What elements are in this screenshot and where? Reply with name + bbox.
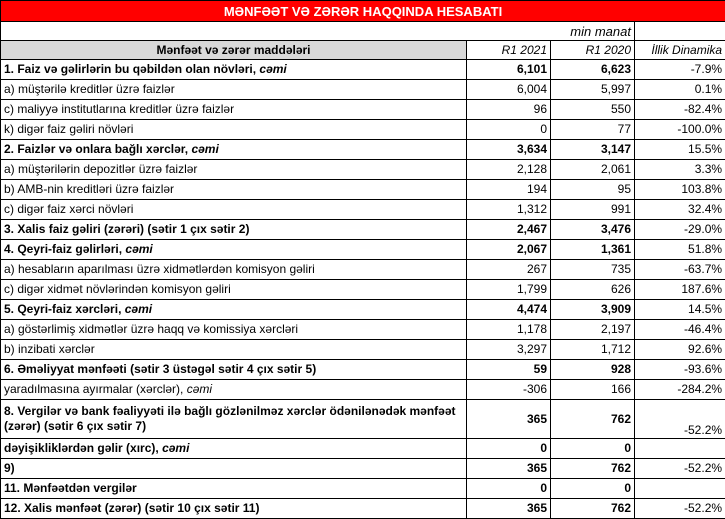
value-2021: 365 <box>467 459 551 479</box>
value-2021: 365 <box>467 400 551 439</box>
value-2020: 762 <box>551 400 635 439</box>
value-2020: 6,623 <box>551 60 635 80</box>
row-label-text: c) digər faiz xərci növləri <box>4 202 133 216</box>
row-label <box>1 439 467 459</box>
value-2020: 0 <box>551 479 635 499</box>
row-label <box>1 200 467 220</box>
row-label-text: 1. Faiz və gəlirlərin bu qəbildən olan növləri, <box>4 62 259 76</box>
value-2021: -306 <box>467 380 551 400</box>
table-row <box>1 260 725 280</box>
value-2020: 1,361 <box>551 240 635 260</box>
value-2021: 1,312 <box>467 200 551 220</box>
row-label <box>1 220 467 240</box>
row-label-text: a) müştərilə kreditlər üzrə faizlər <box>4 82 175 96</box>
header-col-2020: R1 2020 <box>551 41 635 60</box>
row-label <box>1 459 467 479</box>
table-row <box>1 280 725 300</box>
value-2020: 762 <box>551 459 635 479</box>
value-2021: 96 <box>467 100 551 120</box>
table-row <box>1 180 725 200</box>
value-2020: 550 <box>551 100 635 120</box>
value-dynamics: 103.8% <box>635 180 725 200</box>
row-label-text: c) maliyyə institutlarına kreditlər üzrə faizlər <box>4 102 234 116</box>
value-dynamics: -100.0% <box>635 120 725 140</box>
table-row <box>1 240 725 260</box>
value-2020: 2,061 <box>551 160 635 180</box>
row-label <box>1 180 467 200</box>
row-label-suffix: cəmi <box>187 382 212 396</box>
table-row <box>1 200 725 220</box>
value-dynamics: -52.2% <box>635 459 725 479</box>
header-col-dynamics: İllik Dinamika <box>635 41 725 60</box>
title-row <box>1 1 725 22</box>
value-2020: 77 <box>551 120 635 140</box>
value-dynamics: 0.1% <box>635 80 725 100</box>
table-row <box>1 439 725 459</box>
row-label <box>1 120 467 140</box>
row-label-text: 9) <box>4 461 15 475</box>
value-2021: 3,634 <box>467 140 551 160</box>
value-2021: 0 <box>467 120 551 140</box>
value-2021: 59 <box>467 360 551 380</box>
table-row <box>1 120 725 140</box>
row-label <box>1 60 467 80</box>
value-dynamics <box>635 439 725 459</box>
value-2020: 762 <box>551 499 635 519</box>
row-label <box>1 80 467 100</box>
value-2021: 2,067 <box>467 240 551 260</box>
value-dynamics: -46.4% <box>635 320 725 340</box>
value-dynamics: 187.6% <box>635 280 725 300</box>
header-col-2021: R1 2021 <box>467 41 551 60</box>
value-2021: 194 <box>467 180 551 200</box>
row-label <box>1 380 467 400</box>
table-row <box>1 60 725 80</box>
row-label <box>1 240 467 260</box>
value-2020: 3,147 <box>551 140 635 160</box>
value-2020: 735 <box>551 260 635 280</box>
row-label <box>1 140 467 160</box>
value-dynamics: -29.0% <box>635 220 725 240</box>
table-row <box>1 360 725 380</box>
row-label-text: a) göstərlimiş xidmətlər üzrə haqq və komissiya xərcləri <box>4 322 298 336</box>
value-dynamics: 15.5% <box>635 140 725 160</box>
value-dynamics: 32.4% <box>635 200 725 220</box>
value-2020: 2,197 <box>551 320 635 340</box>
value-2021: 1,178 <box>467 320 551 340</box>
table-row <box>1 140 725 160</box>
value-2020: 0 <box>551 439 635 459</box>
table-row <box>1 400 725 439</box>
value-dynamics: 14.5% <box>635 300 725 320</box>
value-2021: 2,128 <box>467 160 551 180</box>
table-row <box>1 100 725 120</box>
value-2021: 0 <box>467 479 551 499</box>
value-dynamics: -284.2% <box>635 380 725 400</box>
value-2020: 1,712 <box>551 340 635 360</box>
row-label-suffix: cəmi <box>125 242 152 256</box>
row-label-suffix: cəmi <box>162 441 189 455</box>
row-label-text: 8. Vergilər və bank fəaliyyəti ilə bağlı gözlənilməz xərclər ödənilənədək mənfəət (zərər) (sətir 6 çıx sətir 7) <box>4 404 456 433</box>
row-label <box>1 320 467 340</box>
row-label <box>1 360 467 380</box>
value-dynamics: -82.4% <box>635 100 725 120</box>
row-label-text: 5. Qeyri-faiz xərcləri, <box>4 302 125 316</box>
row-label-text: 4. Qeyri-faiz gəlirləri, <box>4 242 125 256</box>
row-label-text: yaradılmasına ayırmalar (xərclər), <box>4 382 187 396</box>
value-2021: 267 <box>467 260 551 280</box>
value-dynamics: 51.8% <box>635 240 725 260</box>
value-dynamics: -52.2% <box>635 400 725 439</box>
value-2020: 5,997 <box>551 80 635 100</box>
row-label <box>1 160 467 180</box>
row-label-text: 12. Xalis mənfəət (zərər) (sətir 10 çıx sətir 11) <box>4 501 259 515</box>
row-label-suffix: cəmi <box>125 302 152 316</box>
value-dynamics: -52.2% <box>635 499 725 519</box>
value-2021: 4,474 <box>467 300 551 320</box>
value-dynamics: 3.3% <box>635 160 725 180</box>
row-label <box>1 280 467 300</box>
table-row <box>1 479 725 499</box>
report-title: MƏNFƏƏT VƏ ZƏRƏR HAQQINDA HESABATI <box>1 1 725 22</box>
value-dynamics: -93.6% <box>635 360 725 380</box>
row-label-text: c) digər xidmət növlərindən komisyon gəliri <box>4 282 231 296</box>
value-2021: 6,004 <box>467 80 551 100</box>
value-2021: 0 <box>467 439 551 459</box>
value-2020: 626 <box>551 280 635 300</box>
value-dynamics: 92.6% <box>635 340 725 360</box>
table-row <box>1 220 725 240</box>
value-2020: 3,909 <box>551 300 635 320</box>
table-row <box>1 340 725 360</box>
row-label <box>1 479 467 499</box>
value-2020: 95 <box>551 180 635 200</box>
row-label-text: k) digər faiz gəliri növləri <box>4 122 133 136</box>
row-label <box>1 499 467 519</box>
row-label-suffix: cəmi <box>191 142 218 156</box>
row-label-text: dəyişikliklərdən gəlir (xırc), <box>4 441 162 455</box>
row-label-text: 2. Faizlər və onlara bağlı xərclər, <box>4 142 191 156</box>
value-2020: 991 <box>551 200 635 220</box>
row-label <box>1 340 467 360</box>
value-2020: 3,476 <box>551 220 635 240</box>
row-label-text: 11. Mənfəətdən vergilər <box>4 481 137 495</box>
value-dynamics <box>635 479 725 499</box>
value-2021: 1,799 <box>467 280 551 300</box>
table-row <box>1 380 725 400</box>
table-row <box>1 499 725 519</box>
value-2021: 2,467 <box>467 220 551 240</box>
header-row <box>1 41 725 60</box>
value-2020: 166 <box>551 380 635 400</box>
unit-blank-cell <box>635 22 725 41</box>
value-dynamics: -7.9% <box>635 60 725 80</box>
table-row <box>1 300 725 320</box>
unit-label: min manat <box>1 22 635 41</box>
row-label-text: 3. Xalis faiz gəliri (zərəri) (sətir 1 çıx sətir 2) <box>4 222 249 236</box>
value-2021: 3,297 <box>467 340 551 360</box>
table-row <box>1 459 725 479</box>
row-label-text: 6. Əməliyyat mənfəəti (sətir 3 üstəgəl sətir 4 çıx sətir 5) <box>4 362 316 376</box>
table-row <box>1 160 725 180</box>
row-label-text: b) AMB-nin kreditləri üzrə faizlər <box>4 182 174 196</box>
header-label: Mənfəət və zərər maddələri <box>1 41 467 60</box>
table-row <box>1 320 725 340</box>
table-row <box>1 80 725 100</box>
value-2021: 365 <box>467 499 551 519</box>
row-label <box>1 100 467 120</box>
value-2021: 6,101 <box>467 60 551 80</box>
unit-row <box>1 22 725 41</box>
table-body <box>1 1 725 519</box>
value-dynamics: -63.7% <box>635 260 725 280</box>
row-label <box>1 300 467 320</box>
value-2020: 928 <box>551 360 635 380</box>
row-label <box>1 260 467 280</box>
row-label-suffix: cəmi <box>259 62 286 76</box>
row-label-text: a) müştərilərin depozitlər üzrə faizlər <box>4 162 197 176</box>
row-label-text: b) inzibati xərclər <box>4 342 95 356</box>
row-label-text: a) hesabların aparılması üzrə xidmətlərdən komisyon gəliri <box>4 262 315 276</box>
row-label <box>1 400 467 439</box>
